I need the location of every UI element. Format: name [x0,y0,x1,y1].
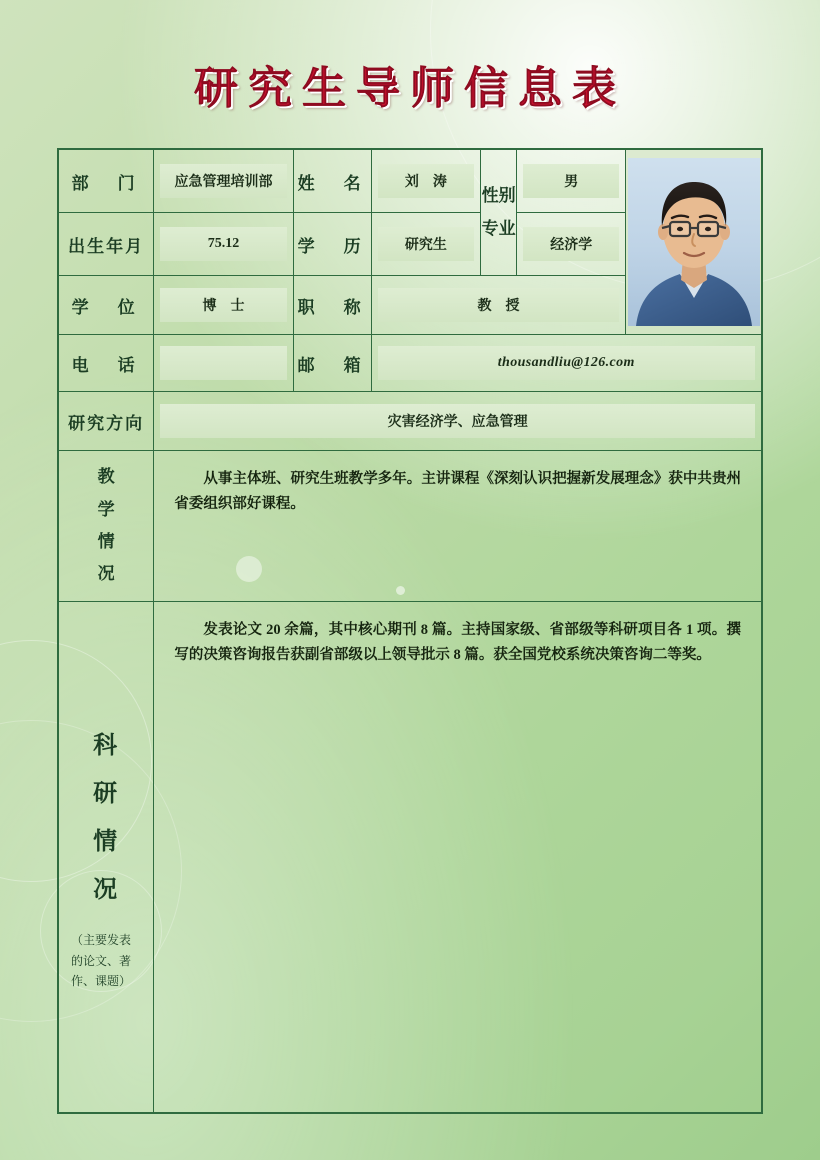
label-education: 学 历 [293,213,371,276]
label-teaching-char-2: 情 [97,532,115,551]
cell-major-value [517,213,626,276]
cell-teaching-text [154,451,762,602]
label-gender-major [481,149,517,276]
label-rank: 职 称 [293,276,371,335]
value-gender: 男 [523,164,619,198]
value-major: 经济学 [523,227,619,261]
advisor-photo [628,158,760,326]
cell-degree-value [154,276,293,335]
value-name: 刘 涛 [378,164,475,198]
cell-education-value [371,213,481,276]
table-row-contact [58,335,762,392]
cell-photo [626,149,762,335]
advisor-info-table [57,148,763,1114]
table-row-teaching [58,451,762,602]
cell-research-text [154,602,762,1114]
label-research-direction: 研究方向 [58,392,154,451]
value-degree: 博 士 [160,288,286,322]
label-research-char-1: 研 [93,781,120,808]
cell-phone-value [154,335,293,392]
label-name: 姓 名 [293,149,371,213]
cell-email-value [371,335,762,392]
value-email: thousandliu@126.com [378,346,755,380]
cell-gender-value [517,149,626,213]
label-teaching-char-1: 学 [97,499,115,519]
label-research-char-0: 科 [93,733,120,760]
value-education: 研究生 [378,227,475,261]
label-birth: 出生年月 [58,213,154,276]
cell-department-value [154,149,293,213]
value-research-direction: 灾害经济学、应急管理 [160,404,755,438]
label-teaching [58,451,154,602]
value-teaching-text: 从事主体班、研究生班教学多年。主讲课程《深刻认识把握新发展理念》获中共贵州省委组织部好课程。 [174,471,741,513]
label-research-char-3: 况 [93,877,120,904]
label-teaching-char-3: 况 [97,564,115,584]
page-title: 研究生导师信息表 [194,64,626,113]
label-degree: 学 位 [58,276,154,335]
cell-birth-value [154,213,293,276]
label-department: 部 门 [58,149,154,213]
label-research-char-2: 情 [93,829,120,856]
label-major: 专业 [481,218,516,238]
label-phone: 电 话 [58,335,154,392]
label-research [58,602,154,1114]
label-research-note: （主要发表的论文、著作、课题） [71,933,132,989]
table-row-department [58,149,762,213]
value-department: 应急管理培训部 [160,164,286,198]
table-row-research-direction [58,392,762,451]
value-phone [160,346,286,380]
label-teaching-char-0: 教 [97,467,115,487]
value-birth: 75.12 [160,227,286,261]
cell-rank-value [371,276,626,335]
label-gender: 性别 [481,186,516,206]
value-rank: 教 授 [378,288,620,322]
value-research-text: 发表论文 20 余篇，其中核心期刊 8 篇。主持国家级、省部级等科研项目各 1 项。撰写的决策咨询报告获副省部级以上领导批示 8 篇。获全国党校系统决策咨询二等奖。 [174,622,741,664]
label-email: 邮 箱 [293,335,371,392]
cell-name-value [371,149,481,213]
cell-research-direction-value [154,392,762,451]
table-row-research [58,602,762,1114]
